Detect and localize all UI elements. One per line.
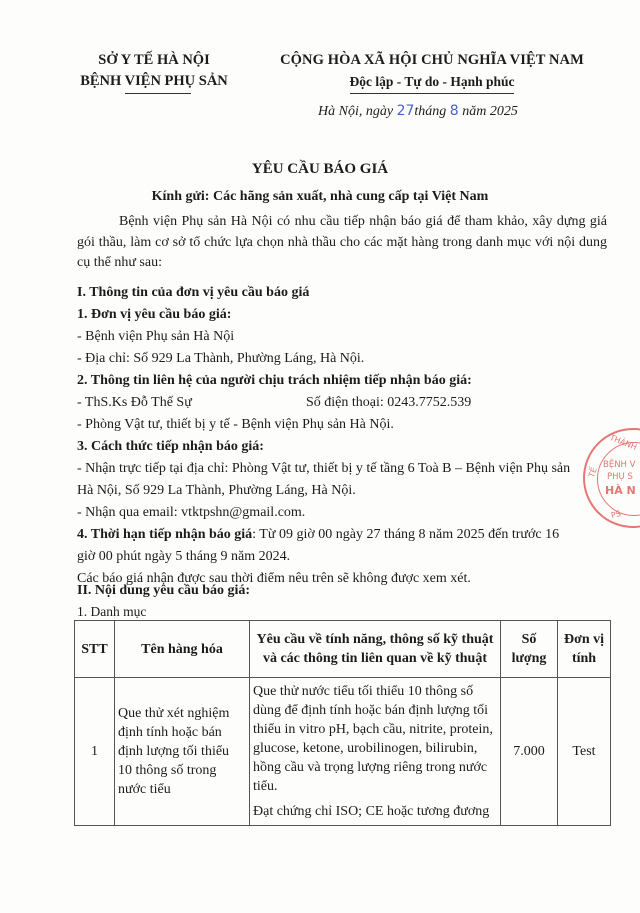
issuing-organization (74, 50, 234, 94)
deadline-note: Các báo giá nhận được sau thời điểm nêu trên sẽ không được xem xét. (77, 571, 471, 586)
contact-department: - Phòng Vật tư, thiết bị y tế - Bệnh viện Phụ sản Hà Nội. (77, 417, 394, 432)
header-unit: Đơn vị tính (558, 621, 611, 678)
stamp-line-2: PHỤ S (607, 472, 633, 482)
email-delivery: - Nhận qua email: vtktpshn@gmail.com. (77, 505, 306, 520)
stamp-arc-text: THÀNH (608, 433, 639, 452)
danh-muc-label: 1. Danh mục (77, 604, 147, 619)
date-year: năm 2025 (458, 104, 518, 119)
contact-line (77, 393, 622, 413)
direct-delivery-line-2: Hà Nội, Số 929 La Thành, Phường Láng, Hà Nội. (77, 483, 356, 498)
direct-delivery-line-1: - Nhận trực tiếp tại địa chỉ: Phòng Vật tư, thiết bị y tế tầng 6 Toà B – Bệnh viện Phụ sản (77, 461, 571, 476)
stamp-bottom-text: PS (610, 508, 622, 521)
nation-line-1: CỘNG HÒA XÃ HỘI CHỦ NGHĨA VIỆT NAM (280, 52, 584, 68)
deadline-line-2: giờ 00 phút ngày 5 tháng 9 năm 2024. (77, 549, 291, 564)
official-red-stamp (583, 428, 640, 528)
sub-4-heading: 4. Thời hạn tiếp nhận báo giá (77, 527, 253, 542)
header-qty: Số lượng (501, 621, 558, 678)
header-name: Tên hàng hóa (115, 621, 250, 678)
contact-phone: Số điện thoại: 0243.7752.539 (306, 395, 472, 410)
cell-name: Que thử xét nghiệm định tính hoặc bán định lượng tối thiểu 10 thông số trong nước tiểu (115, 678, 250, 826)
intro-paragraph: Bệnh viện Phụ sản Hà Nội có nhu cầu tiếp nhận báo giá để tham khảo, xây dựng giá gói thầu, làm cơ sở tổ chức lựa chọn nhà thầu cho các mặt hàng trong danh mục với nội dung cụ thể như sau: (77, 214, 607, 270)
motto-underline (350, 93, 514, 94)
section-2-heading: II. Nội dung yêu cầu báo giá: (77, 583, 251, 598)
nation-line-2: Độc lập - Tự do - Hạnh phúc (349, 74, 515, 89)
date-month-label: tháng (414, 104, 450, 119)
recipient-line: Kính gửi: Các hãng sản xuất, nhà cung cấp tại Việt Nam (151, 189, 489, 204)
cell-qty: 7.000 (501, 678, 558, 826)
sub-1-heading: 1. Đơn vị yêu cầu báo giá: (77, 307, 232, 322)
requester-name: - Bệnh viện Phụ sản Hà Nội (77, 329, 235, 344)
stamp-line-3: HÀ N (605, 484, 636, 497)
header-stt: STT (75, 621, 115, 678)
contact-person: - ThS.Ks Đỗ Thế Sự (77, 395, 192, 410)
org-underline (125, 93, 191, 94)
requester-address: - Địa chỉ: Số 929 La Thành, Phường Láng, Hà Nội. (77, 351, 365, 366)
national-motto (262, 50, 602, 94)
org-line-2: BỆNH VIỆN PHỤ SẢN (80, 73, 228, 89)
sub-3-heading: 3. Cách thức tiếp nhận báo giá: (77, 439, 264, 454)
header-spec: Yêu cầu về tính năng, thông số kỹ thuật và các thông tin liên quan về kỹ thuật (250, 621, 501, 678)
cell-spec (250, 678, 501, 826)
document-title: YÊU CẦU BÁO GIÁ (251, 161, 389, 177)
items-table (74, 620, 611, 826)
sub-2-heading: 2. Thông tin liên hệ của người chịu trách nhiệm tiếp nhận báo giá: (77, 373, 472, 388)
deadline-text-1: : Từ 09 giờ 00 ngày 27 tháng 8 năm 2025 đến trước 16 (252, 527, 560, 542)
stamp-side-text: TẾ (587, 466, 599, 479)
table-row (75, 678, 611, 826)
document-date (318, 103, 518, 120)
date-prefix: Hà Nội, ngày (318, 104, 397, 119)
date-month-handwritten: 8 (449, 103, 459, 119)
date-day-handwritten: 27 (396, 103, 415, 119)
spec-paragraph-2: Đạt chứng chỉ ISO; CE hoặc tương đương (253, 804, 490, 819)
deadline-line-1 (77, 525, 622, 545)
section-1-heading: I. Thông tin của đơn vị yêu cầu báo giá (77, 285, 310, 300)
cell-stt: 1 (75, 678, 115, 826)
cell-unit: Test (558, 678, 611, 826)
stamp-line-1: BỆNH V (603, 460, 636, 470)
table-header-row (75, 621, 611, 678)
spec-paragraph-1: Que thử nước tiểu tối thiểu 10 thông số dùng để định tính hoặc bán định lượng tối thiểu in vitro pH, bạch cầu, nitrite, protein, glucose, ketone, urobilinogen, bilirubin, hồng cầu và trọng lượng riêng trong nước tiểu. (253, 684, 493, 794)
stamp-window (583, 428, 640, 528)
org-line-1: SỞ Y TẾ HÀ NỘI (98, 52, 210, 68)
